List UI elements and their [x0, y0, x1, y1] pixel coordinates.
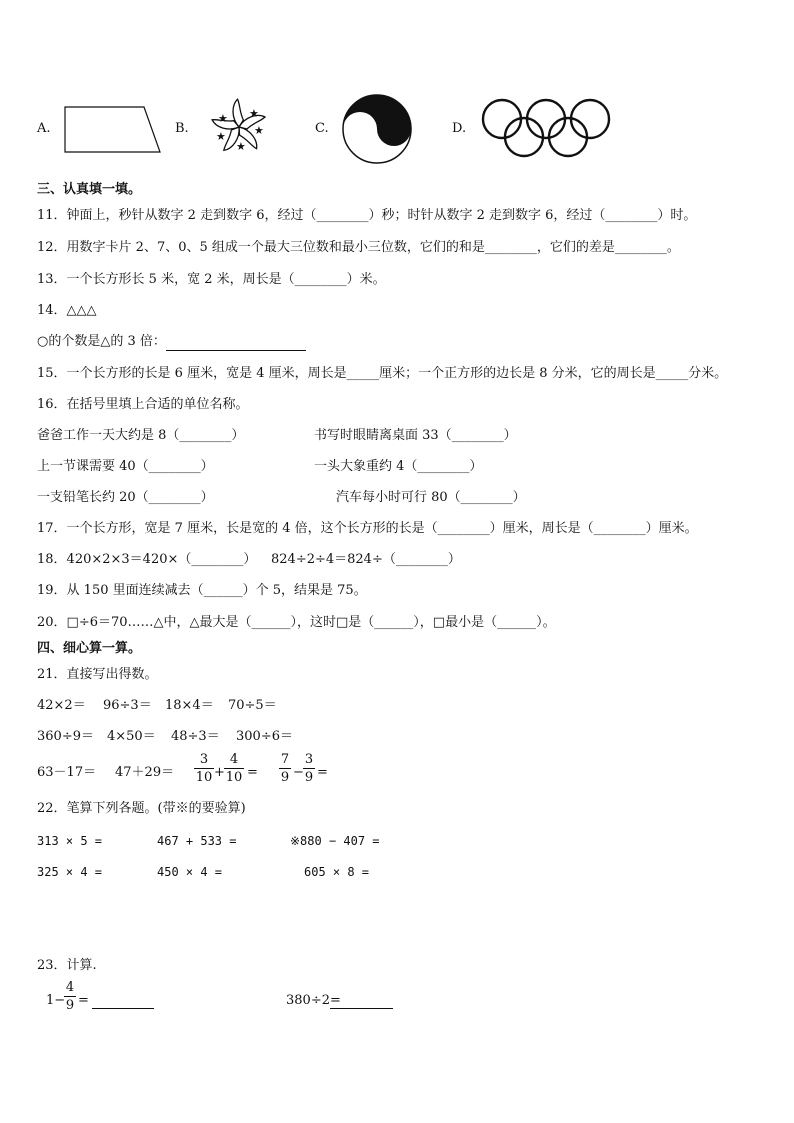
operator: +	[214, 765, 225, 780]
numerator: 3	[304, 752, 314, 767]
calc-item: 70÷5＝	[228, 698, 277, 713]
calc-item: 96÷3＝	[103, 698, 152, 713]
calc-item: 325 × 4 =	[37, 865, 103, 879]
fraction	[194, 752, 214, 785]
question-17: 17．一个长方形，宽是 7 厘米，长是宽的 4 倍，这个长方形的长是（________）厘米，周长是（________）厘米。	[37, 521, 698, 536]
calc-item: ※880 − 407 =	[290, 834, 380, 848]
equals: =	[247, 765, 258, 780]
question-19: 19．从 150 里面连续减去（______）个 5，结果是 75。	[37, 583, 367, 598]
denominator: 9	[304, 770, 314, 785]
question-16-item: 爸爸工作一天大约是 8（________）	[37, 428, 245, 443]
calc-item: 313 × 5 =	[37, 834, 103, 848]
question-16: 16．在括号里填上合适的单位名称。	[37, 397, 249, 412]
option-a-label: A.	[37, 121, 51, 136]
question-22: 22．笔算下列各题。(带※的要验算)	[37, 801, 246, 816]
calc-item: 4×50＝	[107, 729, 156, 744]
option-b-label: B.	[175, 121, 189, 136]
question-14: 14．△△△	[37, 303, 97, 318]
denominator: 9	[280, 770, 290, 785]
fraction-bar	[303, 768, 315, 769]
question-11: 11．钟面上，秒针从数字 2 走到数字 6，经过（________）秒；时针从数字 2 走到数字 6，经过（________）时。	[37, 208, 697, 223]
fraction-bar	[194, 768, 214, 769]
calc-item: 605 × 8 =	[304, 865, 370, 879]
olympic-rings-icon	[480, 97, 616, 161]
equals: =	[317, 765, 328, 780]
question-20: 20．□÷6＝70……△中，△最大是（______），这时□是（______），□最小是（______）。	[37, 615, 556, 630]
fraction-bar	[64, 996, 76, 997]
question-21: 21．直接写出得数。	[37, 667, 158, 682]
svg-text:★: ★	[254, 124, 264, 137]
question-14-statement	[37, 334, 306, 351]
calc-item: 42×2＝	[37, 698, 86, 713]
svg-text:★: ★	[236, 140, 246, 153]
question-18-a: 18．420×2×3＝420×（________）	[37, 552, 257, 567]
answer-blank[interactable]	[92, 1008, 154, 1009]
yin-yang-icon	[340, 93, 414, 165]
numerator: 7	[280, 752, 290, 767]
svg-text:★: ★	[249, 107, 259, 120]
calc-item: 18×4＝	[165, 698, 214, 713]
question-16-item: 一支铅笔长约 20（________）	[37, 490, 214, 505]
question-13: 13．一个长方形长 5 米，宽 2 米，周长是（________）米。	[37, 272, 386, 287]
calc-item: 380÷2=	[286, 993, 341, 1008]
calc-item: 48÷3＝	[171, 729, 220, 744]
denominator: 9	[65, 998, 75, 1013]
question-16-item: 上一节课需要 40（________）	[37, 459, 214, 474]
option-d-label: D.	[452, 121, 467, 136]
calc-item: 47＋29＝	[115, 765, 175, 780]
question-15: 15．一个长方形的长是 6 厘米，宽是 4 厘米，周长是_____厘米；一个正方形的边长是 8 分米，它的周长是_____分米。	[37, 366, 728, 381]
fraction-bar	[279, 768, 291, 769]
question-12: 12．用数字卡片 2、7、0、5 组成一个最大三位数和最小三位数，它们的和是________，它们的差是________。	[37, 240, 680, 255]
fraction	[224, 752, 244, 785]
fraction	[64, 980, 76, 1013]
operator: −	[293, 765, 304, 780]
calc-item: 63－17＝	[37, 765, 97, 780]
answer-blank[interactable]	[330, 1008, 393, 1009]
calc-item: 467 + 533 =	[157, 834, 237, 848]
expression-prefix: 1−	[46, 993, 66, 1008]
equals: =	[78, 993, 89, 1008]
question-16-item: 一头大象重约 4（________）	[314, 459, 483, 474]
fraction	[303, 752, 315, 785]
denominator: 10	[195, 770, 213, 785]
calc-item: 300÷6＝	[236, 729, 293, 744]
option-c-label: C.	[315, 121, 329, 136]
fraction-bar	[224, 768, 244, 769]
question-16-item: 书写时眼睛离桌面 33（________）	[314, 428, 517, 443]
numerator: 3	[199, 752, 209, 767]
fraction	[279, 752, 291, 785]
question-14-text: ○的个数是△的 3 倍：	[37, 334, 166, 349]
svg-text:★: ★	[218, 112, 228, 125]
trapezoid-figure	[62, 104, 162, 154]
calc-item: 360÷9＝	[37, 729, 94, 744]
bauhinia-flower-icon	[200, 96, 278, 156]
answer-blank[interactable]	[166, 334, 306, 351]
question-16-item: 汽车每小时可行 80（________）	[336, 490, 526, 505]
question-23: 23．计算.	[37, 958, 97, 973]
numerator: 4	[65, 980, 75, 995]
numerator: 4	[229, 752, 239, 767]
svg-text:★: ★	[216, 130, 226, 143]
section-4-heading: 四、细心算一算。	[37, 641, 142, 656]
denominator: 10	[225, 770, 243, 785]
section-3-heading: 三、认真填一填。	[37, 182, 142, 197]
calc-item: 450 × 4 =	[157, 865, 223, 879]
question-18-b: 824÷2÷4＝824÷（________）	[271, 552, 461, 567]
